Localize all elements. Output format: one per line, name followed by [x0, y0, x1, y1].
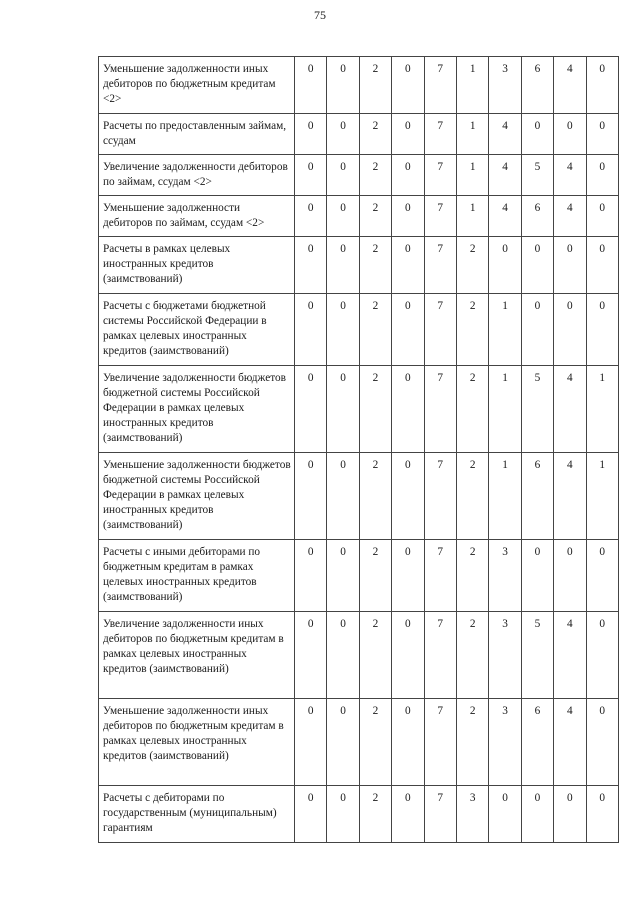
account-code-digit: 0: [392, 294, 424, 366]
account-code-digit: 2: [456, 453, 488, 540]
account-code-digit: 0: [521, 540, 553, 612]
account-code-digit: 0: [295, 114, 327, 155]
account-code-digit: 0: [392, 540, 424, 612]
account-code-digit: 7: [424, 196, 456, 237]
account-code-digit: 0: [586, 57, 618, 114]
account-code-digit: 7: [424, 237, 456, 294]
account-code-digit: 3: [489, 540, 521, 612]
account-name-cell: Увеличение задолженности дебиторов по займам, ссудам <2>: [99, 155, 295, 196]
account-code-digit: 2: [456, 612, 488, 699]
account-code-digit: 0: [392, 612, 424, 699]
table-row: [99, 196, 619, 237]
account-code-digit: 6: [521, 57, 553, 114]
account-code-digit: 2: [456, 366, 488, 453]
table-row: [99, 114, 619, 155]
account-code-digit: 3: [456, 786, 488, 843]
page-number: 75: [314, 8, 326, 22]
account-code-digit: 2: [359, 366, 391, 453]
account-code-digit: 0: [554, 237, 586, 294]
account-code-digit: 5: [521, 155, 553, 196]
account-code-digit: 0: [392, 57, 424, 114]
account-code-digit: 2: [456, 699, 488, 786]
account-code-digit: 0: [521, 294, 553, 366]
account-code-digit: 2: [456, 237, 488, 294]
account-code-digit: 3: [489, 612, 521, 699]
account-code-digit: 7: [424, 57, 456, 114]
account-name-cell: Увеличение задолженности иных дебиторов по бюджетным кредитам в рамках целевых иностранных кредитов (заимствований): [99, 612, 295, 699]
account-code-digit: 0: [327, 114, 359, 155]
account-code-digit: 1: [489, 453, 521, 540]
account-code-digit: 0: [586, 540, 618, 612]
account-name-cell: Расчеты в рамках целевых иностранных кредитов (заимствований): [99, 237, 295, 294]
account-code-digit: 0: [295, 540, 327, 612]
account-code-digit: 7: [424, 612, 456, 699]
account-code-digit: 0: [554, 540, 586, 612]
account-name-cell: Расчеты с иными дебиторами по бюджетным кредитам в рамках целевых иностранных кредитов (заимствований): [99, 540, 295, 612]
account-code-digit: 0: [295, 196, 327, 237]
account-code-digit: 0: [295, 155, 327, 196]
account-code-digit: 4: [554, 196, 586, 237]
account-code-digit: 7: [424, 294, 456, 366]
account-code-digit: 7: [424, 155, 456, 196]
account-code-digit: 0: [327, 237, 359, 294]
account-code-digit: 7: [424, 540, 456, 612]
account-code-digit: 2: [359, 540, 391, 612]
table-row: [99, 612, 619, 699]
account-code-digit: 0: [327, 540, 359, 612]
account-code-digit: 3: [489, 57, 521, 114]
account-code-digit: 0: [392, 786, 424, 843]
account-code-digit: 0: [521, 786, 553, 843]
account-name-cell: Расчеты по предоставленным займам, ссудам: [99, 114, 295, 155]
account-code-digit: 7: [424, 366, 456, 453]
account-name-cell: Уменьшение задолженности бюджетов бюджетной системы Российской Федерации в рамках целевых иностранных кредитов (заимствований): [99, 453, 295, 540]
account-code-digit: 0: [392, 237, 424, 294]
account-code-digit: 1: [489, 294, 521, 366]
account-code-digit: 0: [295, 366, 327, 453]
account-code-digit: 0: [295, 699, 327, 786]
account-code-digit: 0: [586, 196, 618, 237]
account-code-digit: 2: [359, 699, 391, 786]
account-code-digit: 7: [424, 114, 456, 155]
account-code-digit: 1: [456, 155, 488, 196]
table-row: [99, 540, 619, 612]
account-code-digit: 2: [359, 155, 391, 196]
account-code-digit: 0: [295, 786, 327, 843]
table-row: [99, 786, 619, 843]
account-name-cell: Увеличение задолженности бюджетов бюджетной системы Российской Федерации в рамках целевых иностранных кредитов (заимствований): [99, 366, 295, 453]
account-code-digit: 0: [586, 294, 618, 366]
account-code-digit: 0: [586, 699, 618, 786]
account-code-digit: 0: [327, 57, 359, 114]
account-name-cell: Уменьшение задолженности дебиторов по займам, ссудам <2>: [99, 196, 295, 237]
account-code-digit: 2: [359, 786, 391, 843]
account-code-digit: 2: [456, 294, 488, 366]
account-code-digit: 0: [554, 786, 586, 843]
account-code-digit: 0: [392, 699, 424, 786]
account-code-digit: 5: [521, 612, 553, 699]
account-code-digit: 0: [295, 453, 327, 540]
account-code-digit: 0: [554, 294, 586, 366]
account-code-digit: 1: [586, 366, 618, 453]
account-code-digit: 0: [392, 155, 424, 196]
account-name-cell: Расчеты с дебиторами по государственным (муниципальным) гарантиям: [99, 786, 295, 843]
account-name-cell: Уменьшение задолженности иных дебиторов по бюджетным кредитам в рамках целевых иностранных кредитов (заимствований): [99, 699, 295, 786]
account-code-digit: 0: [554, 114, 586, 155]
account-code-digit: 0: [489, 237, 521, 294]
table-row: [99, 237, 619, 294]
account-code-digit: 7: [424, 786, 456, 843]
account-code-digit: 2: [359, 57, 391, 114]
account-code-digit: 0: [327, 155, 359, 196]
account-code-digit: 4: [554, 57, 586, 114]
account-code-digit: 2: [359, 612, 391, 699]
account-code-digit: 6: [521, 453, 553, 540]
account-code-digit: 0: [295, 237, 327, 294]
account-code-digit: 7: [424, 699, 456, 786]
table-row: [99, 294, 619, 366]
account-code-digit: 0: [521, 237, 553, 294]
account-code-digit: 0: [586, 155, 618, 196]
account-code-digit: 0: [295, 612, 327, 699]
account-code-digit: 4: [554, 699, 586, 786]
account-code-digit: 1: [456, 114, 488, 155]
accounts-table: [98, 56, 619, 843]
account-code-digit: 2: [359, 237, 391, 294]
account-code-digit: 4: [554, 453, 586, 540]
account-code-digit: 1: [489, 366, 521, 453]
account-code-digit: 0: [295, 294, 327, 366]
account-code-digit: 0: [327, 612, 359, 699]
table-row: [99, 699, 619, 786]
account-code-digit: 6: [521, 196, 553, 237]
account-code-digit: 1: [586, 453, 618, 540]
account-code-digit: 1: [456, 57, 488, 114]
account-code-digit: 0: [489, 786, 521, 843]
account-code-digit: 0: [521, 114, 553, 155]
account-code-digit: 3: [489, 699, 521, 786]
table-row: [99, 366, 619, 453]
account-code-digit: 2: [359, 294, 391, 366]
account-name-cell: Уменьшение задолженности иных дебиторов по бюджетным кредитам <2>: [99, 57, 295, 114]
account-code-digit: 4: [554, 155, 586, 196]
account-code-digit: 4: [489, 196, 521, 237]
account-code-digit: 6: [521, 699, 553, 786]
account-code-digit: 0: [586, 237, 618, 294]
table-body: [99, 57, 619, 843]
account-code-digit: 4: [489, 155, 521, 196]
account-code-digit: 4: [489, 114, 521, 155]
account-code-digit: 0: [327, 699, 359, 786]
table-row: [99, 57, 619, 114]
account-code-digit: 1: [456, 196, 488, 237]
account-code-digit: 0: [392, 196, 424, 237]
table-row: [99, 453, 619, 540]
account-code-digit: 5: [521, 366, 553, 453]
account-code-digit: 2: [359, 453, 391, 540]
account-code-digit: 0: [392, 114, 424, 155]
account-code-digit: 2: [359, 196, 391, 237]
account-code-digit: 0: [327, 786, 359, 843]
account-code-digit: 0: [392, 366, 424, 453]
account-code-digit: 2: [456, 540, 488, 612]
account-code-digit: 4: [554, 366, 586, 453]
account-code-digit: 0: [327, 294, 359, 366]
account-code-digit: 7: [424, 453, 456, 540]
account-code-digit: 0: [327, 196, 359, 237]
account-name-cell: Расчеты с бюджетами бюджетной системы Российской Федерации в рамках целевых иностранных кредитов (заимствований): [99, 294, 295, 366]
account-code-digit: 2: [359, 114, 391, 155]
table-row: [99, 155, 619, 196]
account-code-digit: 0: [586, 786, 618, 843]
account-code-digit: 0: [586, 114, 618, 155]
account-code-digit: 0: [586, 612, 618, 699]
account-code-digit: 0: [327, 453, 359, 540]
account-code-digit: 4: [554, 612, 586, 699]
account-code-digit: 0: [392, 453, 424, 540]
account-code-digit: 0: [295, 57, 327, 114]
account-code-digit: 0: [327, 366, 359, 453]
